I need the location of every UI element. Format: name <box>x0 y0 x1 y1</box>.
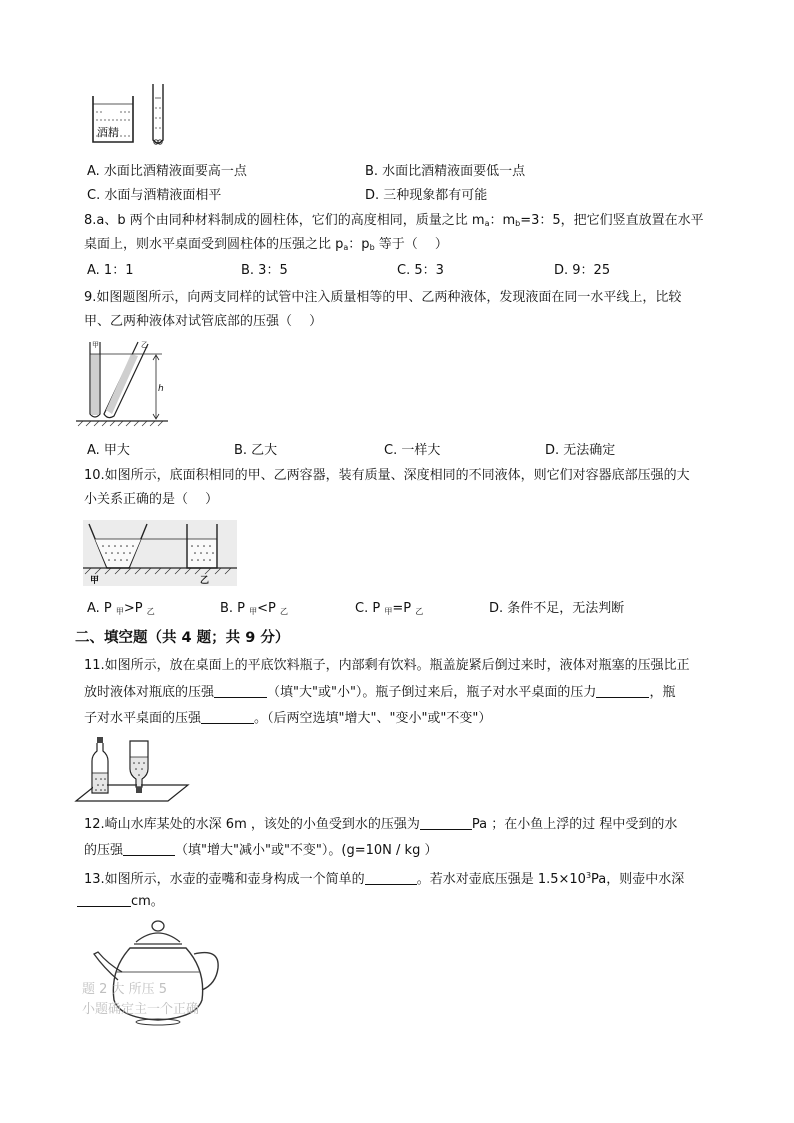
q13-blank-2[interactable] <box>77 894 131 907</box>
q9-label-h: h <box>158 384 164 394</box>
q9-test-tubes-diagram <box>76 338 168 426</box>
q8-option-a: A. 1：1 <box>87 263 134 278</box>
q11-blank-2[interactable] <box>596 685 649 698</box>
q11-blank-3[interactable] <box>201 711 254 724</box>
q7-option-d: D. 三种现象都有可能 <box>365 188 488 203</box>
q10-containers-diagram <box>83 520 237 586</box>
q8-option-d: D. 9：25 <box>554 263 611 278</box>
q9-stem-line1: 9.如图题图所示，向两支同样的试管中注入质量相等的甲、乙两种液体，发现液面在同一水平线上，比较 <box>84 290 682 305</box>
q7-figure-label: 酒精 <box>97 126 119 139</box>
q11-stem-line2: 放时液体对瓶底的压强 （填"大"或"小"）。瓶子倒过来后，瓶子对水平桌面的压力 ，瓶 <box>84 685 676 700</box>
q9-label-jia: 甲 <box>92 341 99 349</box>
q8-option-c: C. 5：3 <box>397 263 444 278</box>
q10-label-yi: 乙 <box>200 576 210 586</box>
q11-bottles-diagram <box>76 737 188 803</box>
q10-label-jia: 甲 <box>90 576 100 586</box>
q10-stem-line1: 10.如图所示，底面积相同的甲、乙两容器，装有质量、深度相同的不同液体，则它们对容器底部压强的大 <box>84 468 690 483</box>
q10-option-b: B. P $_甲$<P $_乙$ <box>220 601 289 616</box>
q10-option-d: D. 条件不足，无法判断 <box>489 601 625 616</box>
q8-stem-line2: 桌面上，则水平桌面受到圆柱体的压强之比 $p_a$：$p_b$ 等于（ ） <box>84 237 448 252</box>
q12-stem-line1: 12.崎山水库某处的水深 6m ，该处的小鱼受到水的压强为 Pa ；在小鱼上浮的过 程中受到的水 <box>84 817 678 832</box>
q9-option-a: A. 甲大 <box>87 443 130 458</box>
q10-option-a: A. P $_甲$>P $_乙$ <box>87 601 155 616</box>
q12-blank-2[interactable] <box>123 843 175 856</box>
q9-option-d: D. 无法确定 <box>545 443 616 458</box>
q10-option-c: C. P $_甲$=P $_乙$ <box>355 601 424 616</box>
q9-option-b: B. 乙大 <box>234 443 278 458</box>
q12-stem-line2: 的压强 （填"增大"减小"或"不变"）。(g=10N / kg ） <box>84 843 438 858</box>
q9-label-yi: 乙 <box>141 341 148 349</box>
q8-option-b: B. 3：5 <box>241 263 288 278</box>
q13-stem-line1: 13.如图所示，水壶的壶嘴和壶身构成一个简单的 。若水对壶底压强是 $1.5\times 10^3Pa$，则壶中水深 <box>84 871 685 887</box>
q10-stem-line2: 小关系正确的是（ ） <box>84 492 219 507</box>
section-fill-in-heading: 二、填空题（共 4 题；共 9 分） <box>75 630 290 646</box>
q11-stem-line1: 11.如图所示，放在桌面上的平底饮料瓶子，内部剩有饮料。瓶盖旋紧后倒过来时，液体对瓶塞的压强比正 <box>84 658 690 673</box>
q8-stem-line1: 8.a、b 两个由同种材料制成的圆柱体，它们的高度相同，质量之比 $m_a$：$m_b=3$：5，把它们竖直放置在水平 <box>84 213 704 228</box>
q13-blank-1[interactable] <box>365 872 417 885</box>
q7-option-c: C. 水面与酒精液面相平 <box>87 188 222 203</box>
q9-stem-line2: 甲、乙两种液体对试管底部的压强（ ） <box>84 314 323 329</box>
q7-option-a: A. 水面比酒精液面要高一点 <box>87 164 247 179</box>
q7-option-b: B. 水面比酒精液面要低一点 <box>365 164 526 179</box>
q9-option-c: C. 一样大 <box>384 443 441 458</box>
q13-stem-line2: cm。 <box>77 894 164 910</box>
q11-blank-1[interactable] <box>214 685 267 698</box>
q11-stem-line3: 子对水平桌面的压强 。（后两空选填"增大"、"变小"或"不变"） <box>84 711 492 726</box>
q12-blank-1[interactable] <box>420 817 472 830</box>
q13-faded-watermark: 题 2 大 所压 5 小题确定主一个正确 <box>82 982 200 1017</box>
